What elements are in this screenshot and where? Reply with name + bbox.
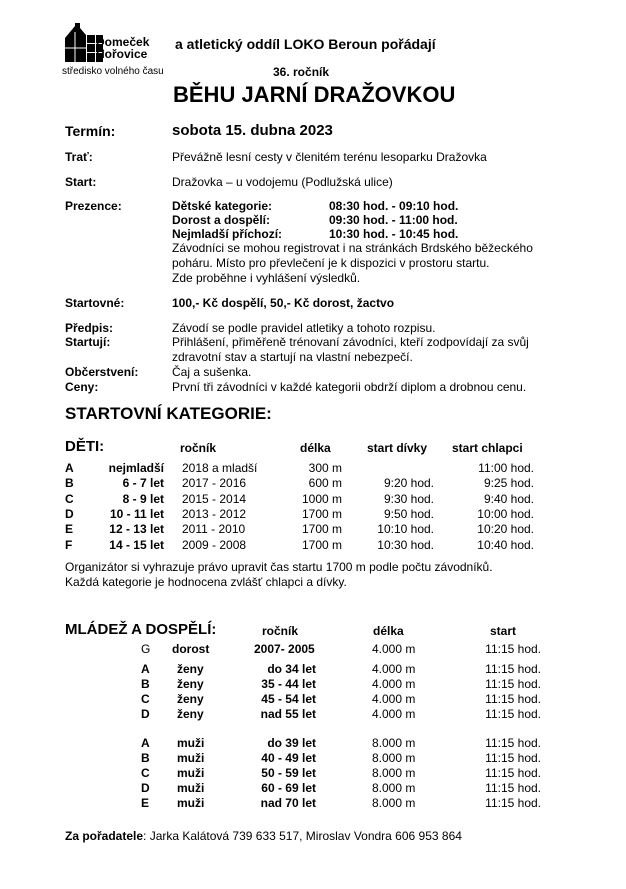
termin-label: Termín: xyxy=(65,123,116,139)
cell-age: 8 - 9 let xyxy=(122,491,164,506)
table-row xyxy=(0,476,626,490)
cell-name: ženy xyxy=(177,662,204,676)
cell-name: muži xyxy=(177,751,205,765)
cell-age: 6 - 7 let xyxy=(122,476,164,491)
page-title: BĚHU JARNÍ DRAŽOVKOU xyxy=(173,82,456,107)
prezence-note: poháru. Místo pro převlečení je k dispozici v prostoru startu. xyxy=(172,256,490,270)
cell-rocnik: 2017 - 2016 xyxy=(182,476,247,491)
cell-rocnik: 2013 - 2012 xyxy=(182,506,247,521)
cell-delka: 4.000 m xyxy=(372,677,416,691)
cell-delka: 4.000 m xyxy=(372,642,416,656)
cell-age: do 34 let xyxy=(267,662,316,676)
table-row xyxy=(0,692,626,706)
deti-col-rocnik: ročník xyxy=(180,441,217,455)
deti-heading: DĚTI: xyxy=(65,438,105,455)
cell-cat: A xyxy=(65,461,74,475)
cell-delka: 1700 m xyxy=(301,522,342,537)
cell-name: muži xyxy=(177,796,205,810)
cell-name: ženy xyxy=(177,677,204,691)
cell-start: 11:15 hod. xyxy=(485,692,541,706)
cell-start: 11:15 hod. xyxy=(485,796,541,810)
startuji-value: Přihlášení, přiměřeně trénovaní závodníci, kteří zodpovídají za svůj xyxy=(172,335,529,349)
cell-age: 10 - 11 let xyxy=(109,506,164,521)
cell-start: 11:15 hod. xyxy=(485,677,541,691)
startuji-label: Startují: xyxy=(65,335,111,349)
mladez-col-delka: délka xyxy=(373,624,404,638)
deti-note: Každá kategorie je hodnocena zvlášť chlapci a dívky. xyxy=(65,575,347,589)
cell-start: 11:15 hod. xyxy=(485,642,541,656)
cell-delka: 8.000 m xyxy=(372,736,416,750)
cell-rocnik: 2015 - 2014 xyxy=(182,491,247,506)
mladez-col-rocnik: ročník xyxy=(262,624,299,638)
cell-delka: 300 m xyxy=(308,461,342,475)
table-row xyxy=(0,461,626,475)
cell-start-chlapci: 9:25 hod. xyxy=(483,476,534,491)
deti-col-delka: délka xyxy=(300,441,331,455)
cell-rocnik: 2011 - 2010 xyxy=(182,522,246,537)
startovne-value: 100,- Kč dospělí, 50,- Kč dorost, žactvo xyxy=(172,296,395,310)
table-row xyxy=(0,522,626,536)
prezence-row-time: 10:30 hod. - 10:45 hod. xyxy=(329,227,459,241)
cell-age: 60 - 69 let xyxy=(261,781,316,795)
cell-cat: E xyxy=(65,522,74,537)
mladez-heading: MLÁDEŽ A DOSPĚLÍ: xyxy=(65,621,217,638)
cell-name: muži xyxy=(177,736,205,750)
cell-delka: 1700 m xyxy=(301,537,342,552)
cell-cat: D xyxy=(65,506,74,521)
cell-cat: B xyxy=(65,476,74,491)
deti-note: Organizátor si vyhrazuje právo upravit čas startu 1700 m podle počtu závodníků. xyxy=(65,560,493,574)
cell-start-chlapci: 10:20 hod. xyxy=(477,522,534,537)
cell-age: 14 - 15 let xyxy=(109,537,164,552)
cell-start-divky: 9:50 hod. xyxy=(383,506,434,521)
table-row xyxy=(0,796,626,810)
cell-delka: 8.000 m xyxy=(372,766,416,780)
cell-cat: D xyxy=(141,707,150,721)
obcerstveni-label: Občerstvení: xyxy=(65,365,139,379)
table-row xyxy=(0,507,626,521)
cell-cat: B xyxy=(141,751,150,765)
cell-start: 11:15 hod. xyxy=(485,781,541,795)
table-row xyxy=(0,781,626,795)
cell-delka: 4.000 m xyxy=(372,662,416,676)
cell-cat: E xyxy=(141,796,150,810)
cell-start: 11:15 hod. xyxy=(485,662,541,676)
cell-start-chlapci: 9:40 hod. xyxy=(483,491,534,506)
cell-delka: 1700 m xyxy=(301,506,342,521)
cell-age: 50 - 59 let xyxy=(261,766,316,780)
logo-line1: Domeček xyxy=(96,35,150,49)
prezence-row-name: Dětské kategorie: xyxy=(172,199,273,213)
termin-value: sobota 15. dubna 2023 xyxy=(172,122,333,139)
cell-cat: B xyxy=(141,677,150,691)
table-row xyxy=(0,642,626,656)
mladez-col-start: start xyxy=(490,624,517,638)
cell-delka: 1000 m xyxy=(301,491,342,506)
table-row xyxy=(0,751,626,765)
start-value: Dražovka – u vodojemu (Podlužská ulice) xyxy=(172,175,393,189)
cell-name: ženy xyxy=(177,692,204,706)
logo-line3: středisko volného času xyxy=(62,66,164,77)
cell-cat: D xyxy=(141,781,150,795)
cell-name: dorost xyxy=(172,642,210,656)
obcerstveni-value: Čaj a sušenka. xyxy=(172,365,252,379)
footer-label: Za pořadatele xyxy=(65,829,144,843)
cell-age: nad 70 let xyxy=(260,796,316,810)
cell-cat: F xyxy=(65,537,73,552)
cell-start-divky: 10:30 hod. xyxy=(377,537,434,552)
prezence-row-time: 08:30 hod. - 09:10 hod. xyxy=(329,199,459,213)
cell-cat: C xyxy=(65,491,74,506)
cell-cat: C xyxy=(141,692,150,706)
cell-rocnik: 2007- 2005 xyxy=(254,642,315,656)
cell-start-divky: 9:30 hod. xyxy=(383,491,434,506)
cell-age: 40 - 49 let xyxy=(261,751,316,765)
startuji-value: zdravotní stav a startují na vlastní nebezpečí. xyxy=(172,350,413,364)
cell-start: 11:15 hod. xyxy=(485,707,541,721)
trat-value: Převážně lesní cesty v členitém terénu lesoparku Dražovka xyxy=(172,150,487,164)
predpis-value: Závodí se podle pravidel atletiky a tohoto rozpisu. xyxy=(172,321,436,335)
cell-name: muži xyxy=(177,766,205,780)
prezence-row-name: Nejmladší příchozí: xyxy=(172,227,283,241)
start-label: Start: xyxy=(65,175,97,189)
logo xyxy=(62,22,162,84)
ceny-value: První tři závodníci v každé kategorii obdrží diplom a drobnou cenu. xyxy=(172,380,527,394)
footer-text: : Jarka Kalátová 739 633 517, Miroslav Vondra 606 953 864 xyxy=(143,829,462,843)
edition: 36. ročník xyxy=(273,65,330,79)
table-row xyxy=(0,736,626,750)
cell-start-chlapci: 10:00 hod. xyxy=(477,506,534,521)
cell-cat: A xyxy=(141,736,150,750)
footer xyxy=(65,829,462,843)
cell-delka: 8.000 m xyxy=(372,781,416,795)
prezence-label: Prezence: xyxy=(65,199,122,213)
logo-line2: Hořovice xyxy=(96,47,148,61)
cell-age: do 39 let xyxy=(267,736,316,750)
predpis-label: Předpis: xyxy=(65,321,114,335)
cell-delka: 4.000 m xyxy=(372,707,416,721)
cell-start-chlapci: 10:40 hod. xyxy=(477,537,534,552)
table-row xyxy=(0,707,626,721)
table-row xyxy=(0,538,626,552)
prezence-note: Závodníci se mohou registrovat i na stránkách Brdského běžeckého xyxy=(172,241,533,255)
cell-start: 11:15 hod. xyxy=(485,751,541,765)
prezence-row-time: 09:30 hod. - 11:00 hod. xyxy=(329,213,458,227)
cell-start-divky: 9:20 hod. xyxy=(383,476,434,491)
cell-age: 12 - 13 let xyxy=(109,522,164,537)
cell-start: 11:15 hod. xyxy=(485,736,541,750)
cell-start-chlapci: 11:00 hod. xyxy=(478,461,534,475)
cell-rocnik: 2018 a mladší xyxy=(182,461,258,475)
cell-name: muži xyxy=(177,781,205,795)
cell-age: 35 - 44 let xyxy=(261,677,316,691)
organizers-line: a atletický oddíl LOKO Beroun pořádají xyxy=(175,36,436,52)
cell-delka: 4.000 m xyxy=(372,692,416,706)
deti-col-start-chlapci: start chlapci xyxy=(452,441,523,455)
table-row xyxy=(0,766,626,780)
cell-name: ženy xyxy=(177,707,204,721)
prezence-row-name: Dorost a dospělí: xyxy=(172,213,271,227)
cell-age: nejmladší xyxy=(108,461,164,475)
cell-start: 11:15 hod. xyxy=(485,766,541,780)
cell-delka: 600 m xyxy=(308,476,342,491)
cell-delka: 8.000 m xyxy=(372,796,416,810)
cell-age: 45 - 54 let xyxy=(261,692,316,706)
cell-cat: A xyxy=(141,662,150,676)
trat-label: Trať: xyxy=(65,150,93,164)
cell-cat: G xyxy=(141,642,151,656)
cell-cat: C xyxy=(141,766,150,780)
prezence-note: Zde proběhne i vyhlášení výsledků. xyxy=(172,271,361,285)
section-title: STARTOVNÍ KATEGORIE: xyxy=(65,404,272,423)
deti-col-start-divky: start dívky xyxy=(367,441,428,455)
cell-rocnik: 2009 - 2008 xyxy=(182,537,247,552)
startovne-label: Startovné: xyxy=(65,296,125,310)
table-row xyxy=(0,677,626,691)
ceny-label: Ceny: xyxy=(65,380,99,394)
cell-delka: 8.000 m xyxy=(372,751,416,765)
cell-start-divky: 10:10 hod. xyxy=(377,522,434,537)
table-row xyxy=(0,662,626,676)
cell-age: nad 55 let xyxy=(260,707,316,721)
table-row xyxy=(0,492,626,506)
